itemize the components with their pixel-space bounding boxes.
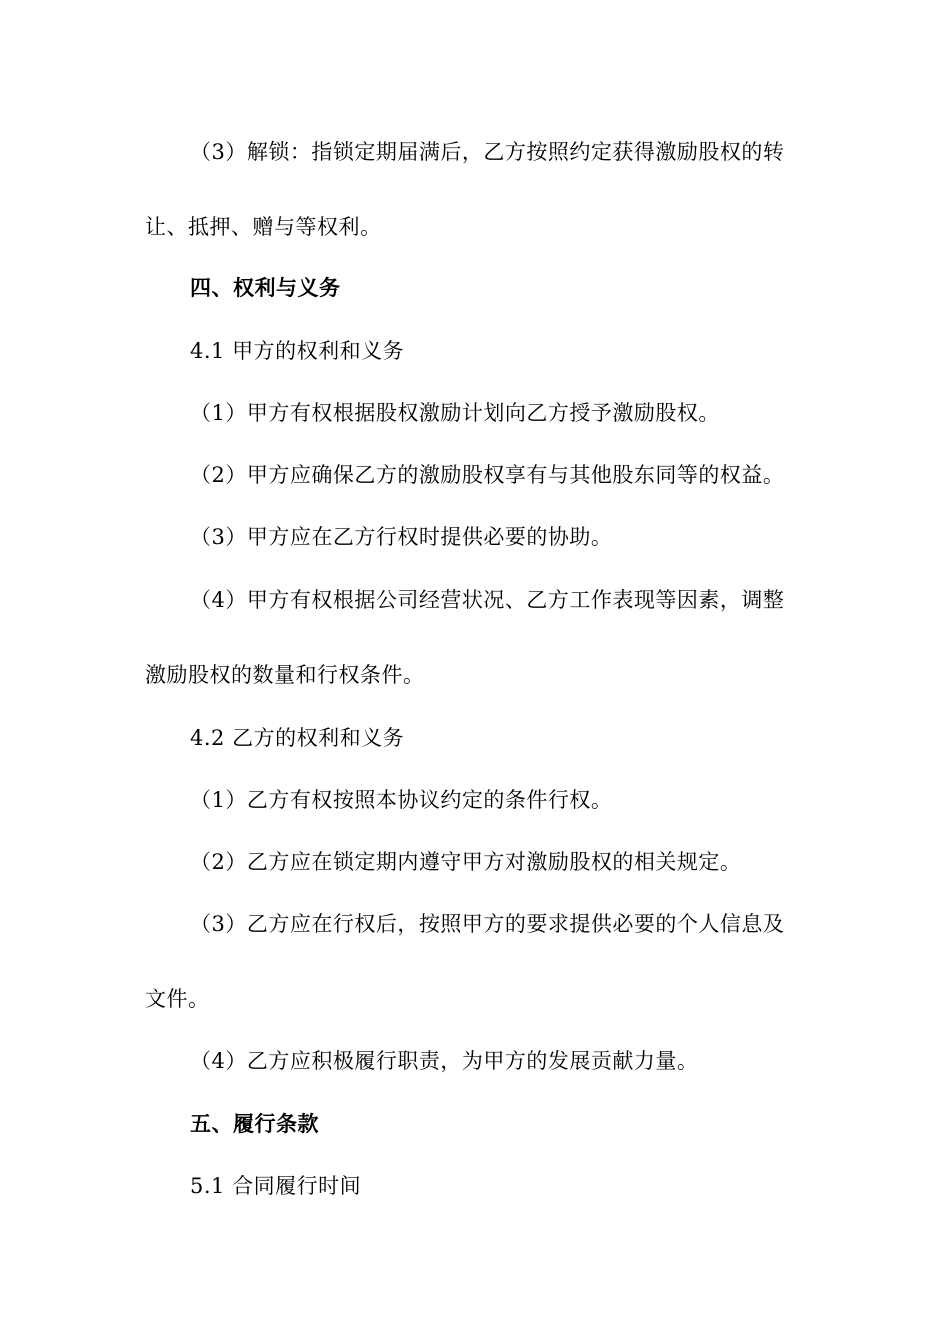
party-b-item-1: （1）乙方有权按照本协议约定的条件行权。: [190, 788, 613, 812]
party-b-item-3-line-1: （3）乙方应在行权后，按照甲方的要求提供必要的个人信息及: [190, 912, 785, 936]
party-a-item-1: （1）甲方有权根据股权激励计划向乙方授予激励股权。: [190, 401, 720, 425]
party-b-item-4: （4）乙方应积极履行职责，为甲方的发展贡献力量。: [190, 1049, 699, 1073]
party-a-item-2: （2）甲方应确保乙方的激励股权享有与其他股东同等的权益。: [190, 463, 785, 487]
party-a-item-3: （3）甲方应在乙方行权时提供必要的协助。: [190, 525, 613, 549]
section-heading-performance: 五、履行条款: [190, 1111, 319, 1136]
party-a-item-4-line-1: （4）甲方有权根据公司经营状况、乙方工作表现等因素，调整: [190, 588, 785, 612]
party-b-item-3-line-2: 文件。: [145, 987, 210, 1011]
subsection-title-performance-time: 5.1 合同履行时间: [190, 1174, 362, 1198]
paragraph-unlock-line-1: （3）解锁：指锁定期届满后，乙方按照约定获得激励股权的转: [190, 140, 785, 164]
party-a-item-4-line-2: 激励股权的数量和行权条件。: [145, 663, 425, 687]
paragraph-unlock-line-2: 让、抵押、赠与等权利。: [145, 215, 382, 239]
subsection-title-party-a: 4.1 甲方的权利和义务: [190, 339, 405, 363]
section-heading-rights-obligations: 四、权利与义务: [190, 275, 341, 300]
party-b-item-2: （2）乙方应在锁定期内遵守甲方对激励股权的相关规定。: [190, 850, 742, 874]
subsection-title-party-b: 4.2 乙方的权利和义务: [190, 726, 405, 750]
